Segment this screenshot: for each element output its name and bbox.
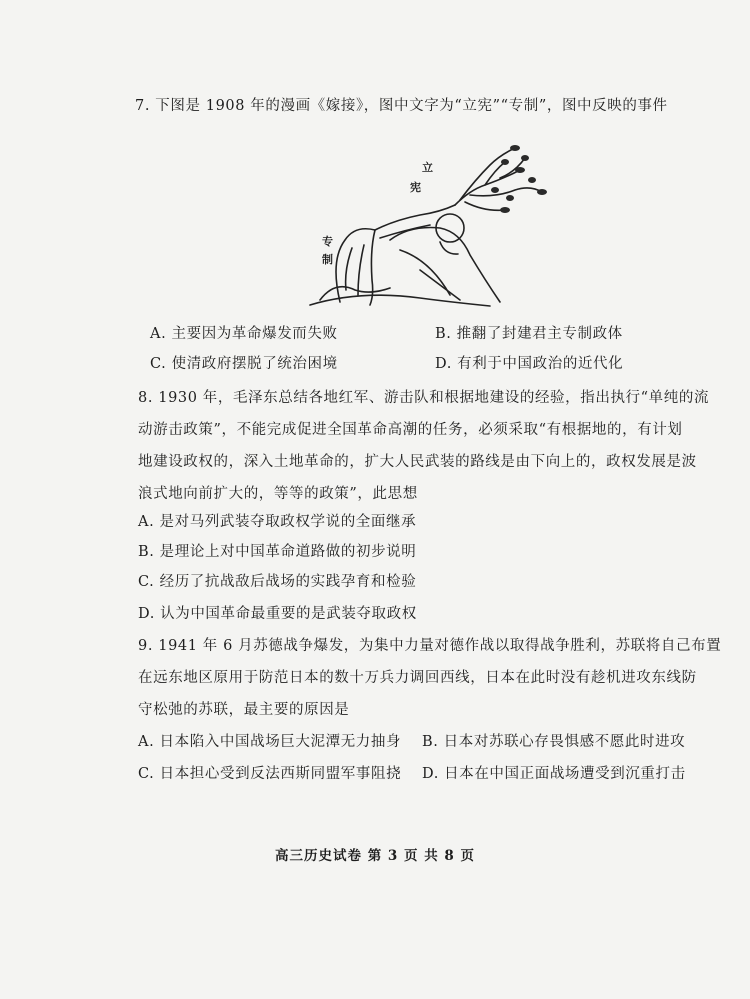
q8-option-c: C. 经历了抗战敌后战场的实践孕育和检验 <box>138 574 417 590</box>
q9-option-d: D. 日本在中国正面战场遭受到沉重打击 <box>422 766 686 782</box>
q8-option-a: A. 是对马列武装夺取政权学说的全面继承 <box>138 514 417 530</box>
cartoon-drawing <box>300 130 550 310</box>
page-footer: 高三历史试卷 第 3 页 共 8 页 <box>275 848 475 864</box>
q9-stem-line-3: 守松弛的苏联，最主要的原因是 <box>138 702 350 718</box>
q7-option-d: D. 有利于中国政治的近代化 <box>435 356 624 372</box>
label-zhuanzhi-1: 专 <box>322 235 333 248</box>
q7-stem-line-1: 7. 下图是 1908 年的漫画《嫁接》，图中文字为“立宪”“专制”，图中反映的事件 <box>135 98 668 114</box>
label-lixian-2: 宪 <box>410 181 421 194</box>
label-zhuanzhi-2: 制 <box>322 253 333 266</box>
q7-option-a: A. 主要因为革命爆发而失败 <box>150 326 338 342</box>
q8-option-b: B. 是理论上对中国革命道路做的初步说明 <box>138 544 417 560</box>
q9-stem-line-1: 9. 1941 年 6 月苏德战争爆发，为集中力量对德作战以取得战争胜利，苏联将自己布置 <box>138 638 722 654</box>
q8-stem-line-3: 地建设政权的，深入土地革命的，扩大人民武装的路线是由下向上的，政权发展是波 <box>138 454 697 470</box>
q8-stem-line-4: 浪式地向前扩大的，等等的政策”，此思想 <box>138 486 418 502</box>
q7-option-b: B. 推翻了封建君主专制政体 <box>435 326 623 342</box>
q7-option-c: C. 使清政府摆脱了统治困境 <box>150 356 338 372</box>
q8-option-d: D. 认为中国革命最重要的是武装夺取政权 <box>138 606 417 622</box>
label-lixian-1: 立 <box>422 161 433 174</box>
grafting-cartoon <box>300 130 550 310</box>
q9-option-c: C. 日本担心受到反法西斯同盟军事阻挠 <box>138 766 402 782</box>
q8-stem-line-2: 动游击政策”，不能完成促进全国革命高潮的任务，必须采取“有根据地的，有计划 <box>138 422 683 438</box>
q9-stem-line-2: 在远东地区原用于防范日本的数十万兵力调回西线，日本在此时没有趁机进攻东线防 <box>138 670 697 686</box>
q9-option-a: A. 日本陷入中国战场巨大泥潭无力抽身 <box>138 734 402 750</box>
q9-option-b: B. 日本对苏联心存畏惧感不愿此时进攻 <box>422 734 686 750</box>
q8-stem-line-1: 8. 1930 年，毛泽东总结各地红军、游击队和根据地建设的经验，指出执行“单纯的流 <box>138 390 710 406</box>
